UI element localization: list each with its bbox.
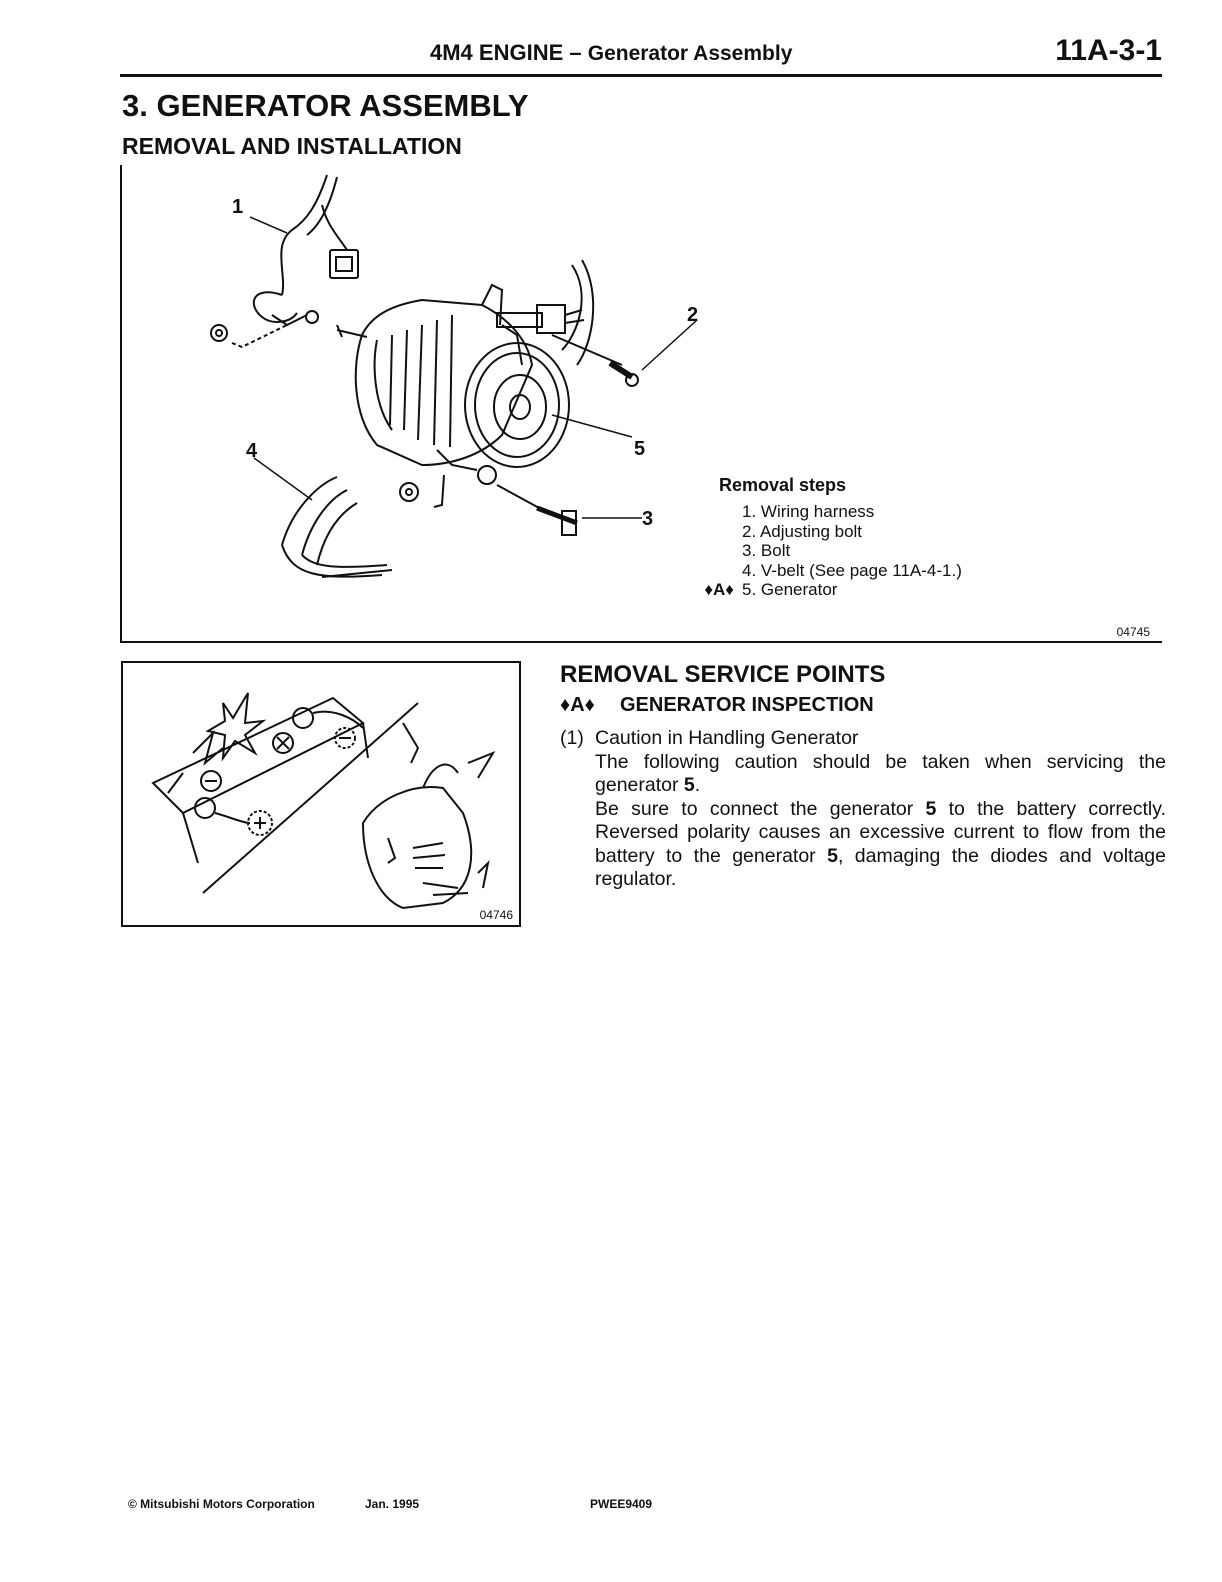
header-rule: [120, 74, 1162, 77]
service-point-body: [560, 727, 1166, 892]
header-dash: –: [563, 40, 588, 65]
figure-code: 04745: [1116, 625, 1150, 639]
callout-5: 5: [634, 438, 646, 460]
polarity-illustration: [123, 663, 519, 925]
removal-steps-title: Removal steps: [719, 475, 847, 495]
footer-copyright: © Mitsubishi Motors Corporation: [128, 1497, 315, 1511]
page-number: 11A-3-1: [1055, 34, 1162, 67]
header-section: Generator Assembly: [587, 42, 793, 65]
callout-1: 1: [232, 196, 244, 218]
callout-3: 3: [642, 508, 654, 530]
section-subtitle: REMOVAL AND INSTALLATION: [122, 133, 462, 159]
service-point-mark: ♦A♦: [560, 694, 595, 716]
service-point-title: GENERATOR INSPECTION: [620, 694, 874, 716]
footer-doc-code: PWEE9409: [590, 1497, 653, 1511]
service-point-mark: ♦A♦: [704, 580, 734, 599]
list-item: ♦A♦ 5. Generator: [742, 580, 962, 600]
caution-paragraph-1: The following caution should be taken when servicing the generator 5.: [595, 750, 1166, 796]
item-heading: Caution in Handling Generator: [595, 727, 859, 749]
list-item: 1. Wiring harness: [742, 502, 875, 521]
service-points-title: REMOVAL SERVICE POINTS: [560, 661, 886, 688]
running-header: [430, 40, 792, 66]
header-engine: 4M4 ENGINE: [430, 40, 564, 65]
caution-paragraph-2: Be sure to connect the generator 5 to the battery correctly. Reversed polarity causes an excessive current to flow from the battery to the generator 5, damaging the diodes and voltage regulator.: [595, 797, 1166, 890]
caution-item: [560, 727, 1166, 892]
page-title: 3. GENERATOR ASSEMBLY: [122, 88, 529, 123]
callout-2: 2: [687, 304, 699, 326]
item-number: (1): [560, 727, 584, 749]
removal-steps-list: [704, 502, 962, 600]
list-item: 2. Adjusting bolt: [742, 521, 863, 541]
polarity-caution-figure: [121, 661, 521, 927]
service-point-heading: [560, 694, 874, 717]
generator-illustration: [122, 165, 1162, 641]
footer-date: Jan. 1995: [365, 1497, 420, 1511]
callout-4: 4: [246, 440, 258, 462]
list-item: 3. Bolt: [742, 541, 791, 560]
list-item: 4. V-belt (See page 11A-4-1.): [742, 560, 962, 580]
figure-code: 04746: [479, 908, 513, 922]
generator-removal-figure: [120, 165, 1162, 643]
